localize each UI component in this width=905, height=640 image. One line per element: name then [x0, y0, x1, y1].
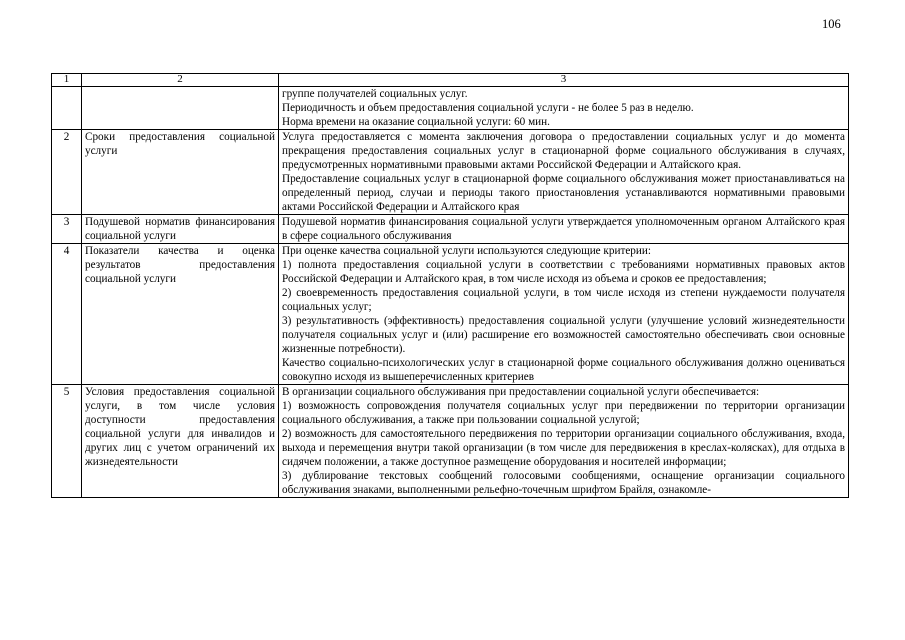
content-paragraph: группе получателей социальных услуг.	[282, 88, 468, 100]
content-paragraph: Периодичность и объем предоставления социальной услуги - не более 5 раз в неделю.	[282, 102, 694, 114]
column-header-2: 2	[82, 74, 279, 87]
row-content	[279, 87, 849, 130]
table-header-row	[52, 74, 849, 87]
content-paragraph: Подушевой норматив финансирования социальной услуги утверждается уполномоченным органом Алтайского края в сфере социального обслуживания	[282, 216, 845, 242]
row-content	[279, 130, 849, 215]
row-number: 5	[52, 385, 82, 498]
content-paragraph: Предоставление социальных услуг в стационарной форме социального обслуживания может приостанавливаться на определенный период, случаи и периоды такого приостановления устанавливаются нормативными правовыми актами Российской Федерации и Алтайского края	[282, 173, 845, 213]
column-header-1: 1	[52, 74, 82, 87]
content-paragraph: Качество социально-психологических услуг в стационарной форме социального обслуживания должно оцениваться совокупно исходя из вышеперечисленных критериев	[282, 357, 845, 383]
content-paragraph: 1) полнота предоставления социальной услуги в соответствии с требованиями нормативных правовых актов Российской Федерации и Алтайского края, в том числе исходя из объема и сроков ее предоставления;	[282, 259, 845, 285]
row-number: 3	[52, 215, 82, 244]
services-table	[51, 73, 849, 498]
row-content	[279, 385, 849, 498]
row-name: Показатели качества и оценка результатов предоставления социальной услуги	[82, 244, 279, 385]
row-content	[279, 244, 849, 385]
content-paragraph: Услуга предоставляется с момента заключения договора о предоставлении социальных услуг и до момента прекращения предоставления социальных услуг в стационарной форме социального обслуживания в случаях, предусмотренных нормативными правовыми актами Российской Федерации и Алтайского края.	[282, 131, 845, 171]
row-content	[279, 215, 849, 244]
row-number: 4	[52, 244, 82, 385]
table-row	[52, 130, 849, 215]
table-row	[52, 215, 849, 244]
content-paragraph: 2) возможность для самостоятельного передвижения по территории организации социального обслуживания, входа, выхода и перемещения внутри такой организации (в том числе для передвижения в креслах-колясках), для отдыха в сидячем положении, а также доступное размещение оборудования и носителей информации;	[282, 428, 845, 468]
table-row	[52, 244, 849, 385]
row-name: Условия предоставления социальной услуги, в том числе условия доступности предоставления социальной услуги для инвалидов и других лиц с учетом ограничений их жизнедеятельности	[82, 385, 279, 498]
content-paragraph: 3) результативность (эффективность) предоставления социальной услуги (улучшение условий жизнедеятельности получателя социальных услуг и (или) расширение его возможностей самостоятельно обеспечивать свои основные жизненные потребности).	[282, 315, 845, 355]
row-name	[82, 87, 279, 130]
content-paragraph: 1) возможность сопровождения получателя социальных услуг при передвижении по территории организации социального обслуживания, а также при пользовании социальной услугой;	[282, 400, 845, 426]
content-paragraph: 2) своевременность предоставления социальной услуги, в том числе исходя из степени нуждаемости получателя социальных услуг;	[282, 287, 845, 313]
content-paragraph: В организации социального обслуживания при предоставлении социальной услуги обеспечивается:	[282, 386, 760, 398]
page-number: 106	[822, 17, 841, 31]
row-number: 2	[52, 130, 82, 215]
row-name: Сроки предоставления социальной услуги	[82, 130, 279, 215]
content-paragraph: При оценке качества социальной услуги используются следующие критерии:	[282, 245, 651, 257]
row-number	[52, 87, 82, 130]
row-name: Подушевой норматив финансирования социальной услуги	[82, 215, 279, 244]
content-paragraph: 3) дублирование текстовых сообщений голосовыми сообщениями, оснащение организации социального обслуживания знаками, выполненными рельефно-точечным шрифтом Брайля, ознакомле-	[282, 470, 845, 496]
content-paragraph: Норма времени на оказание социальной услуги: 60 мин.	[282, 116, 550, 128]
table-row	[52, 385, 849, 498]
column-header-3: 3	[279, 74, 849, 87]
table-row	[52, 87, 849, 130]
